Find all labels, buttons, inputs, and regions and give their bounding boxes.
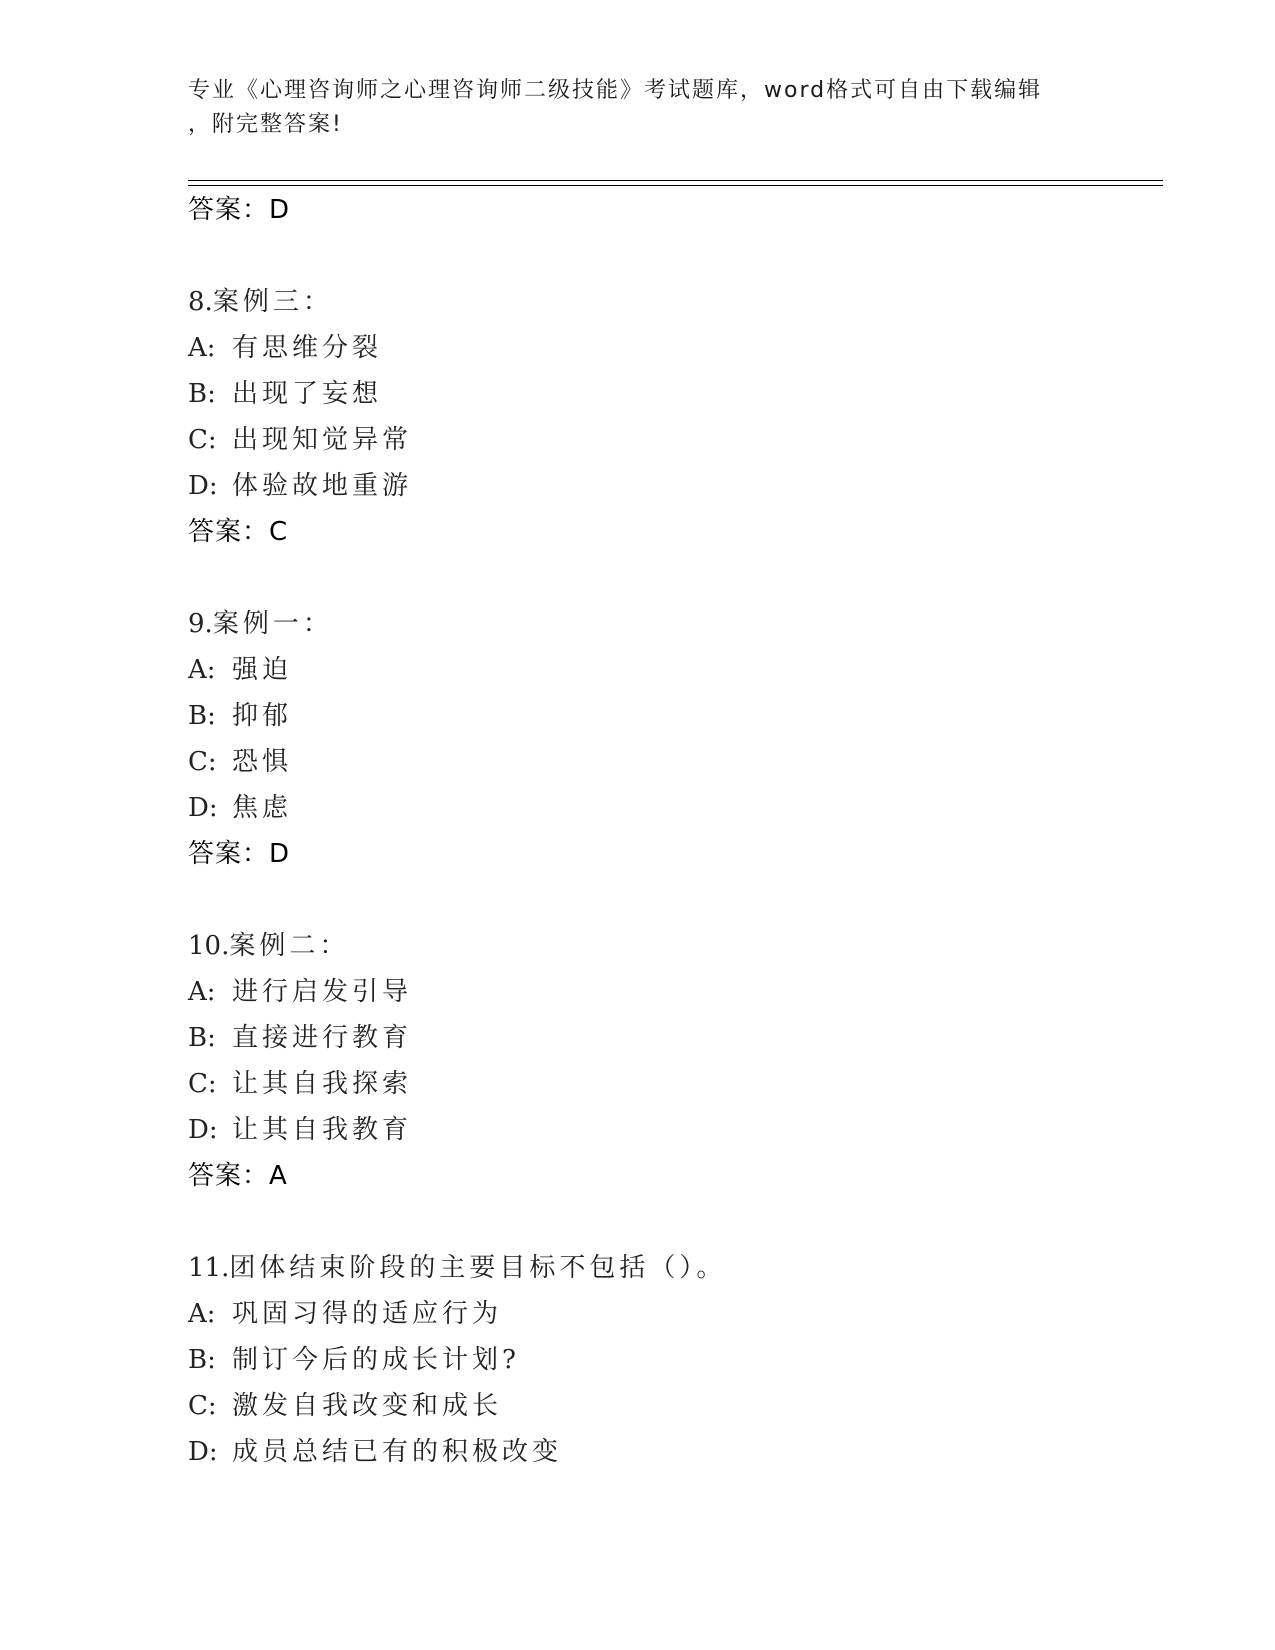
- option-text: 恐惧: [232, 747, 293, 777]
- answer-line: 答案：D: [188, 839, 291, 869]
- question-title: [188, 606, 1163, 652]
- question-title: [188, 928, 1163, 974]
- option-label: A:: [188, 977, 216, 1007]
- option-text: 让其自我探索: [232, 1069, 413, 1099]
- option-label: C:: [188, 1391, 217, 1421]
- answer-line: 答案：C: [188, 517, 289, 547]
- option-label: C:: [188, 425, 217, 455]
- option-label: B:: [188, 1345, 216, 1375]
- option-a: [188, 330, 1163, 376]
- header-line-2: ，附完整答案!: [188, 112, 343, 137]
- option-d: [188, 1434, 1163, 1480]
- answer-line: 答案：A: [188, 1161, 288, 1191]
- option-text: 制订今后的成长计划?: [232, 1345, 520, 1375]
- option-text: 让其自我教育: [232, 1115, 413, 1145]
- option-text: 成员总结已有的积极改变: [232, 1437, 563, 1467]
- option-text: 激发自我改变和成长: [232, 1391, 503, 1421]
- question-11: [188, 1250, 1163, 1480]
- option-text: 体验故地重游: [232, 471, 413, 501]
- question-text: 案例一：: [212, 609, 333, 639]
- option-label: D:: [188, 1437, 218, 1467]
- option-label: D:: [188, 471, 218, 501]
- option-c: [188, 1066, 1163, 1112]
- option-label: C:: [188, 1069, 217, 1099]
- option-a: [188, 1296, 1163, 1342]
- option-text: 强迫: [232, 655, 293, 685]
- option-c: [188, 744, 1163, 790]
- option-c: [188, 422, 1163, 468]
- option-text: 进行启发引导: [232, 977, 413, 1007]
- header-divider-top: [188, 180, 1163, 181]
- option-text: 出现了妄想: [232, 379, 383, 409]
- answer-line: 答案：D: [188, 195, 291, 225]
- option-label: B:: [188, 1023, 216, 1053]
- question-number: 11.: [188, 1253, 230, 1283]
- option-label: A:: [188, 333, 216, 363]
- question-text: 案例二：: [229, 931, 350, 961]
- option-label: D:: [188, 1115, 218, 1145]
- document-header: [188, 74, 1088, 142]
- option-d: [188, 1112, 1163, 1158]
- question-9: [188, 606, 1163, 872]
- question-list: [188, 192, 1163, 1480]
- question-number: 8.: [188, 287, 213, 317]
- option-label: A:: [188, 1299, 216, 1329]
- option-b: [188, 698, 1163, 744]
- question-text: 团体结束阶段的主要目标不包括（）。: [229, 1253, 727, 1283]
- option-label: B:: [188, 379, 216, 409]
- question-text: 案例三：: [212, 287, 333, 317]
- option-text: 出现知觉异常: [232, 425, 413, 455]
- option-text: 有思维分裂: [232, 333, 383, 363]
- option-label: A:: [188, 655, 216, 685]
- option-d: [188, 468, 1163, 514]
- question-10: [188, 928, 1163, 1194]
- option-a: [188, 652, 1163, 698]
- option-b: [188, 376, 1163, 422]
- header-divider-bottom: [188, 185, 1163, 186]
- option-text: 巩固习得的适应行为: [232, 1299, 503, 1329]
- option-text: 抑郁: [232, 701, 293, 731]
- option-b: [188, 1342, 1163, 1388]
- option-text: 直接进行教育: [232, 1023, 413, 1053]
- question-title: [188, 1250, 1163, 1296]
- question-number: 10.: [188, 931, 230, 961]
- option-text: 焦虑: [232, 793, 293, 823]
- option-c: [188, 1388, 1163, 1434]
- question-number: 9.: [188, 609, 213, 639]
- option-a: [188, 974, 1163, 1020]
- option-label: B:: [188, 701, 216, 731]
- option-b: [188, 1020, 1163, 1066]
- option-label: C:: [188, 747, 217, 777]
- option-label: D:: [188, 793, 218, 823]
- option-d: [188, 790, 1163, 836]
- question-title: [188, 284, 1163, 330]
- question-8: [188, 284, 1163, 550]
- header-line-1: 专业《心理咨询师之心理咨询师二级技能》考试题库，word格式可自由下载编辑: [188, 78, 1043, 103]
